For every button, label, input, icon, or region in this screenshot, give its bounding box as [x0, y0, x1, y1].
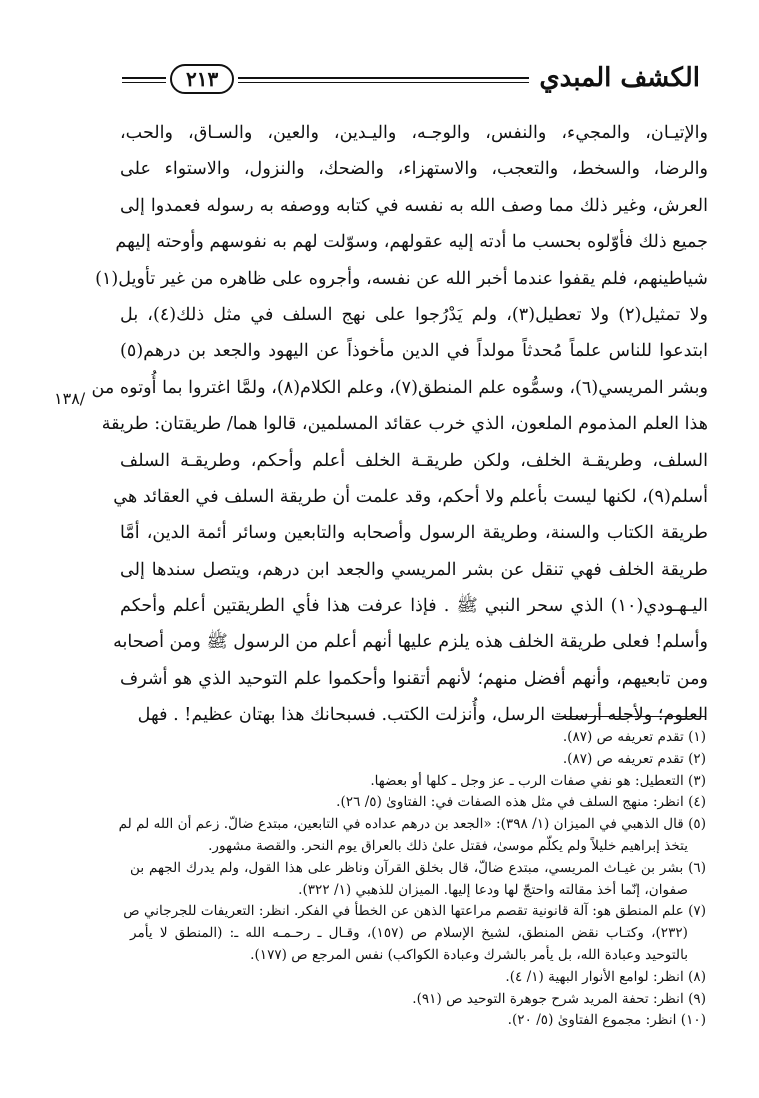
book-title: الكشف المبدي — [529, 58, 706, 98]
text-line: اليـهـودي(١٠) الذي سحر النبي ﷺ . فإذا عرفت هذا فأي الطريقتين أعلم وأحكم — [120, 596, 708, 617]
footnote: (٩) انظر: تحفة المريد شرح جوهرة التوحيد ص (٩١). — [412, 990, 706, 1007]
text-line: طريقة الكتاب والسنة، وطريقة الرسول وأصحابه والتابعين وسائر أئمة الدين، أمَّا — [120, 523, 708, 544]
text-line: العلوم؛ ولأجله أرسلت الرسل، وأُنزلت الكتب. فسبحانك هذا بهتان عظيم! . فهل — [137, 705, 708, 726]
footnote-continuation: يتخذ إبراهيم خليلاً ولم يكلّم موسىٰ، فقتل علىٰ ذلك بالعراق يوم النحر. والقصة مشهور. — [208, 837, 688, 854]
text-line: والرضا، والسخط، والتعجب، والاستهزاء، والضحك، والنزول، والاستواء على — [120, 159, 708, 180]
text-line: جميع ذلك فأوّلوه بحسب ما أدته إليه عقولهم، وسوّلت لهم به نفوسهم وأوحته إليهم — [115, 232, 708, 253]
footnote-continuation: بالتوحيد وعبادة الله، بل يأمر بالشرك وعبادة الكواكب) نفس المرجع ص (١٧٧). — [250, 946, 688, 963]
footnote: (٤) انظر: منهج السلف في مثل هذه الصفات في: الفتاوىٰ (٥/ ٢٦). — [336, 794, 706, 811]
page-number-badge — [166, 64, 238, 94]
main-text — [91, 115, 709, 734]
footnote-continuation: (٢٣٢)، وكتـاب نقض المنطق، لشيخ الإسلام ص (١٥٧)، وقـال ـ رحـمـه الله ـ: (المنطق لا يأمر — [130, 925, 688, 942]
footnote: (٥) قال الذهبي في الميزان (١/ ٣٩٨): «الجعد بن درهم عداده في التابعين، مبتدع ضالّ. زعم أن الله لم لم — [118, 816, 706, 833]
footnote: (٧) علم المنطق هو: آلة قانونية تقصم مراعتها الذهن عن الخطأ في الفكر. انظر: التعريفات للجرجاني ص — [123, 903, 706, 920]
footnote: (٢) تقدم تعريفه ص (٨٧). — [562, 750, 706, 767]
text-line: هذا العلم المذموم الملعون، الذي خرب عقائد المسلمين، قالوا هما/ طريقتان: طريقة — [101, 414, 708, 435]
footnote-continuation: صفوان، إنّما أخذ مقالته واحتجّ لها ودعا إليها. الميزان للذهبي (١/ ٣٢٢). — [298, 881, 688, 898]
footnote: (١٠) انظر: مجموع الفتاوىٰ (٥/ ٢٠). — [507, 1012, 706, 1029]
text-line: وأسلم! فعلى طريقة الخلف هذه يلزم عليها أنهم أعلم من الرسول ﷺ ومن أصحابه — [113, 632, 708, 653]
text-line: والإتيـان، والمجيء، والنفس، والوجـه، واليـدين، والعين، والسـاق، والحب، — [120, 123, 708, 143]
footnote: (١) تقدم تعريفه ص (٨٧). — [562, 729, 706, 745]
text-line: وبشر المريسي(٦)، وسمُّوه علم المنطق(٧)، وعلم الكلام(٨)، ولمَّا اغتروا بما أُوتوه من — [91, 377, 708, 398]
text-line: طريقة الخلف فهي تنقل عن بشر المريسي والجعد ابن درهم، ويتصل سندها إلى — [120, 559, 708, 580]
page-number: ٢١٣ — [170, 64, 234, 94]
text-line: ابتدعوا للناس علماً مُحدثاً مولداً في الدين مأخوذاً عن اليهود والجعد بن درهم(٥) — [120, 341, 708, 362]
footnote: (٣) التعطيل: هو نفي صفات الرب ـ عز وجل ـ كلها أو بعضها. — [370, 772, 706, 789]
text-line: أسلم(٩)، لكنها ليست بأعلم ولا أحكم، وقد علمت أن طريقة السلف في العقائد هي — [113, 486, 708, 507]
footnotes — [118, 727, 706, 1032]
text-line: ولا تمثيل(٢) ولا تعطيل(٣)، ولم يَدْرُجوا على نهج السلف في مثل ذلك(٤)، بل — [120, 304, 709, 325]
text-line: السلف، وطريقـة الخلف، ولكن طريقـة الخلف أعلم وأحكم، وطريقـة السلف — [120, 450, 708, 471]
text-line: العرش، وغير ذلك مما وصف الله به نفسه في كتابه ووصفه به رسوله فعمدوا إلى — [120, 195, 708, 216]
text-line: ومن تابعيهم، وأنهم أفضل منهم؛ لأنهم أتقنوا وأحكموا علم التوحيد الذي هو أشرف — [120, 668, 708, 689]
footnote-separator — [555, 716, 705, 717]
page-header — [122, 58, 706, 100]
text-line: شياطينهم، فلم يقفوا عندما أخبر الله عن نفسه، وأجروه على ظاهره من غير تأويل(١) — [95, 268, 708, 289]
footnote: (٦) بشر بن غيـاث المريسي، مبتدع ضالّ، قال بخلق القرآن وناظر على هذا القول، ولم يدرك الجهم بن — [130, 859, 706, 876]
footnote: (٨) انظر: لوامع الأنوار البهية (١/ ٤). — [505, 968, 706, 985]
margin-manuscript-ref: ١٣٨/ — [54, 389, 86, 408]
